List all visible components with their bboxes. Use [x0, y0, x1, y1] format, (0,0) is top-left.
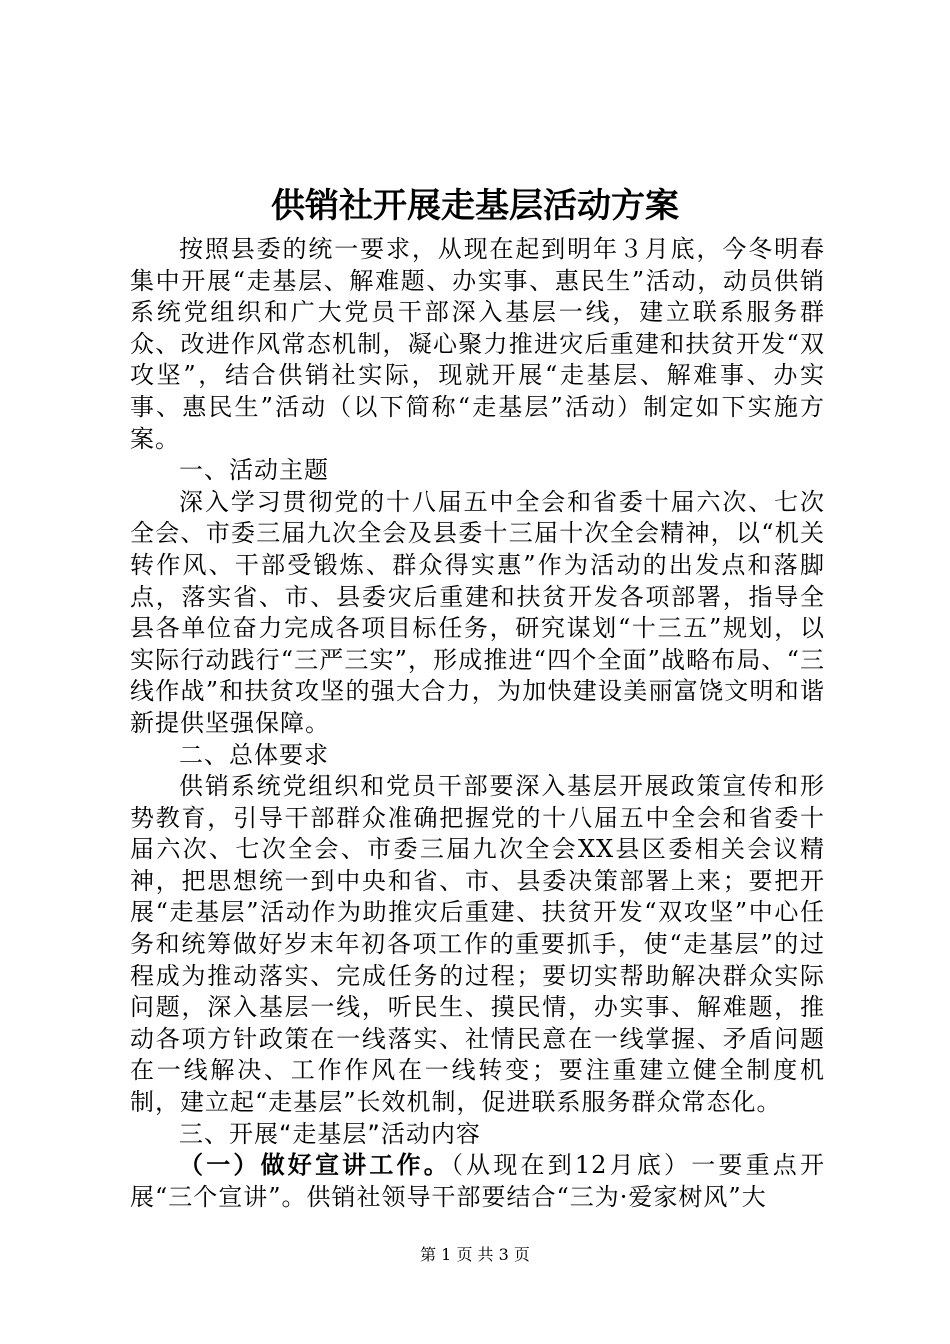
- intro-paragraph: 按照县委的统一要求，从现在起到明年３月底，今冬明春集中开展“走基层、解难题、办实事、惠民生”活动，动员供销系统党组织和广大党员干部深入基层一线，建立联系服务群众、改进作风常态机制，凝心聚力推进灾后重建和扶贫开发“双攻坚”，结合供销社实际，现就开展“走基层、解难事、办实事、惠民生”活动（以下简称“走基层”活动）制定如下实施方案。: [130, 235, 825, 453]
- section-1-paragraph: 深入学习贯彻党的十八届五中全会和省委十届六次、七次全会、市委三届九次全会及县委十三届十次全会精神，以“机关转作风、干部受锻炼、群众得实惠”作为活动的出发点和落脚点，落实省、市、县委灾后重建和扶贫开发各项部署，指导全县各单位奋力完成各项目标任务，研究谋划“十三五”规划，以实际行动践行“三严三实”，形成推进“四个全面”战略布局、“三线作战”和扶贫攻坚的强大合力，为加快建设美丽富饶文明和谐新提供坚强保障。: [130, 487, 825, 737]
- section-2-paragraph: 供销系统党组织和党员干部要深入基层开展政策宣传和形势教育，引导干部群众准确把握党的十八届五中全会和省委十届六次、七次全会、市委三届九次全会XX县区委相关会议精神，把思想统一到中央和省、市、县委决策部署上来；要把开展“走基层”活动作为助推灾后重建、扶贫开发“双攻坚”中心任务和统筹做好岁末年初各项工作的重要抓手，使“走基层”的过程成为推动落实、完成任务的过程；要切实帮助解决群众实际问题，深入基层一线，听民生、摸民情，办实事、解难题，推动各项方针政策在一线落实、社情民意在一线掌握、矛盾问题在一线解决、工作作风在一线转变；要注重建立健全制度机制，建立起“走基层”长效机制，促进联系服务群众常态化。: [130, 772, 825, 1117]
- section-3-paragraph: [130, 1150, 825, 1213]
- section-3-subtitle: （一）做好宣讲工作。: [179, 1151, 451, 1180]
- document-body: [130, 234, 825, 1213]
- section-1-heading: 一、活动主题: [179, 456, 329, 485]
- document-title: 供销社开展走基层活动方案: [271, 186, 679, 226]
- section-3-heading: 三、开展“走基层”活动内容: [179, 1119, 481, 1148]
- section-3-text: （从现在到12月底）一要重点开展“三个宣讲”。供销社领导干部要结合“三为·爱家树风”大: [130, 1151, 825, 1211]
- page-footer: 第 1 页 共 3 页: [420, 1245, 530, 1264]
- section-2-heading: 二、总体要求: [179, 740, 329, 769]
